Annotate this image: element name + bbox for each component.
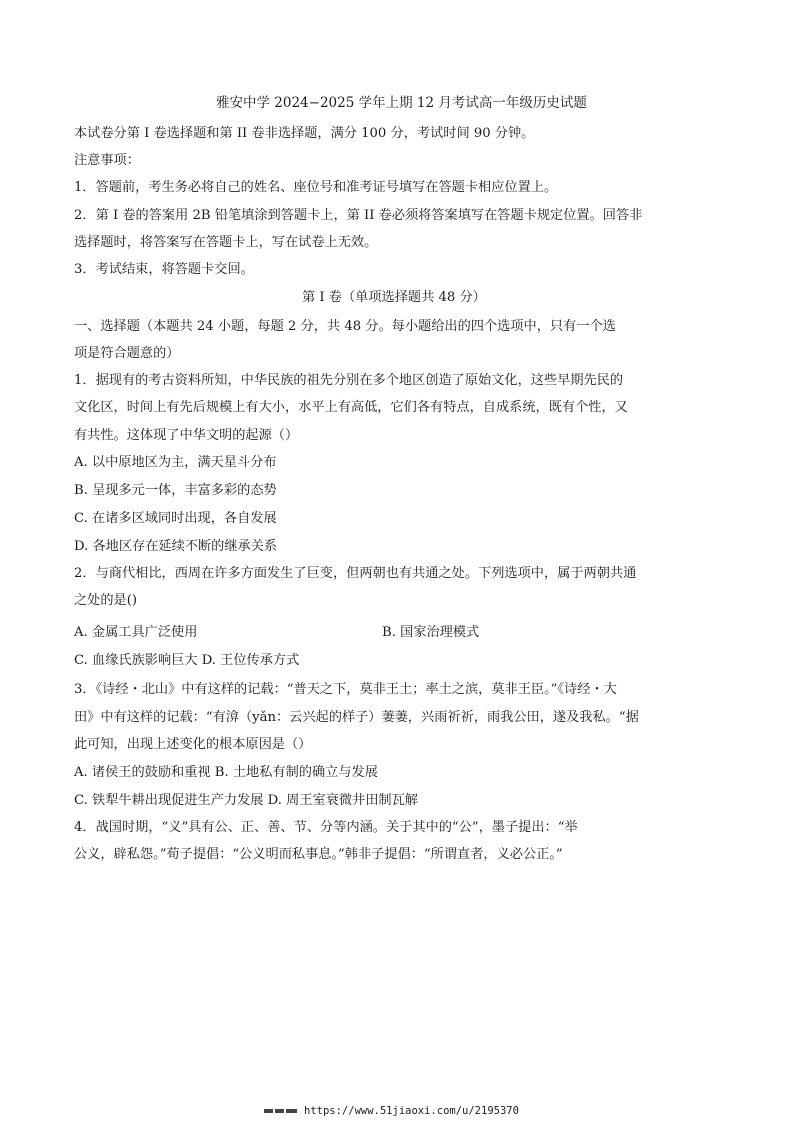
section-intro-continued: 项是符合题意的）: [74, 346, 180, 361]
question-4-stem: 公义，辟私怨。”荀子提倡：“公义明而私事息。”韩非子提倡：“所谓直者，义必公正。”: [74, 847, 563, 862]
question-1-option-b: B. 呈现多元一体，丰富多彩的态势: [74, 483, 277, 498]
question-4-stem: 4．战国时期，“义”具有公、正、善、节、分等内涵。关于其中的“公”，墨子提出：“举: [74, 820, 578, 835]
question-2-stem: 之处的是(): [74, 593, 138, 608]
question-1-option-a: A. 以中原地区为主，满天星斗分布: [74, 455, 277, 470]
question-2-option-b: B. 国家治理模式: [382, 625, 480, 640]
question-3-stem: 田》中有这样的记载：“有渰（yǎn：云兴起的样子）萋萋，兴雨祈祈，雨我公田，遂及我私。“据: [74, 710, 639, 725]
question-3-options-cd: C. 铁犁牛耕出现促进生产力发展 D. 周王室衰微井田制瓦解: [74, 793, 418, 808]
notice-item: 2．第 I 卷的答案用 2B 铅笔填涂到答题卡上，第 II 卷必须将答案填写在答题卡规定位置。回答非: [74, 208, 643, 223]
question-1-option-d: D. 各地区存在延续不断的继承关系: [74, 539, 278, 554]
question-1-stem: 1．据现有的考古资料所知，中华民族的祖先分别在多个地区创造了原始文化，这些早期先民的: [74, 373, 624, 388]
question-2-options-cd: C. 血缘氏族影响巨大 D. 王位传承方式: [74, 653, 300, 668]
watermark-logo-icon: [264, 1108, 298, 1114]
question-3-stem: 3．《诗经・北山》中有这样的记载：“普天之下，莫非王土；率土之滨，莫非王臣。”《诗经・大: [74, 682, 617, 697]
section-intro: 一、选择题（本题共 24 小题，每题 2 分，共 48 分。每小题给出的四个选项中，只有一个选: [74, 319, 616, 334]
question-3-options-ab: A. 诸侯王的鼓励和重视 B. 土地私有制的确立与发展: [74, 765, 378, 780]
footer-url-link[interactable]: https://www.51jiaoxi.com/u/2195370: [304, 1105, 519, 1117]
question-2-options-row: [74, 624, 634, 642]
section-title: 第 I 卷（单项选择题共 48 分）: [302, 290, 486, 305]
notice-item: 1．答题前，考生务必将自己的姓名、座位号和准考证号填写在答题卡相应位置上。: [74, 180, 558, 195]
question-1-stem: 文化区，时间上有先后规模上有大小，水平上有高低，它们各有特点，自成系统，既有个性，又: [74, 400, 628, 415]
notice-heading: 注意事项：: [74, 153, 140, 168]
notice-item-continued: 选择题时，将答案写在答题卡上，写在试卷上无效。: [74, 235, 378, 250]
exam-title: 雅安中学 2024−2025 学年上期 12 月考试高一年级历史试题: [216, 95, 587, 111]
question-2-option-a: A. 金属工具广泛使用: [74, 625, 198, 640]
exam-intro: 本试卷分第 I 卷选择题和第 II 卷非选择题，满分 100 分，考试时间 90 分钟。: [74, 126, 535, 141]
question-1-option-c: C. 在诸多区域同时出现，各自发展: [74, 511, 277, 526]
page-footer: [264, 1104, 519, 1118]
question-3-stem: 此可知，出现上述变化的根本原因是（）: [74, 737, 312, 752]
question-2-stem: 2．与商代相比，西周在许多方面发生了巨变，但两朝也有共通之处。下列选项中，属于两朝共通: [74, 566, 637, 581]
question-1-stem: 有共性。这体现了中华文明的起源（）: [74, 428, 299, 443]
notice-item: 3．考试结束，将答题卡交回。: [74, 262, 254, 277]
